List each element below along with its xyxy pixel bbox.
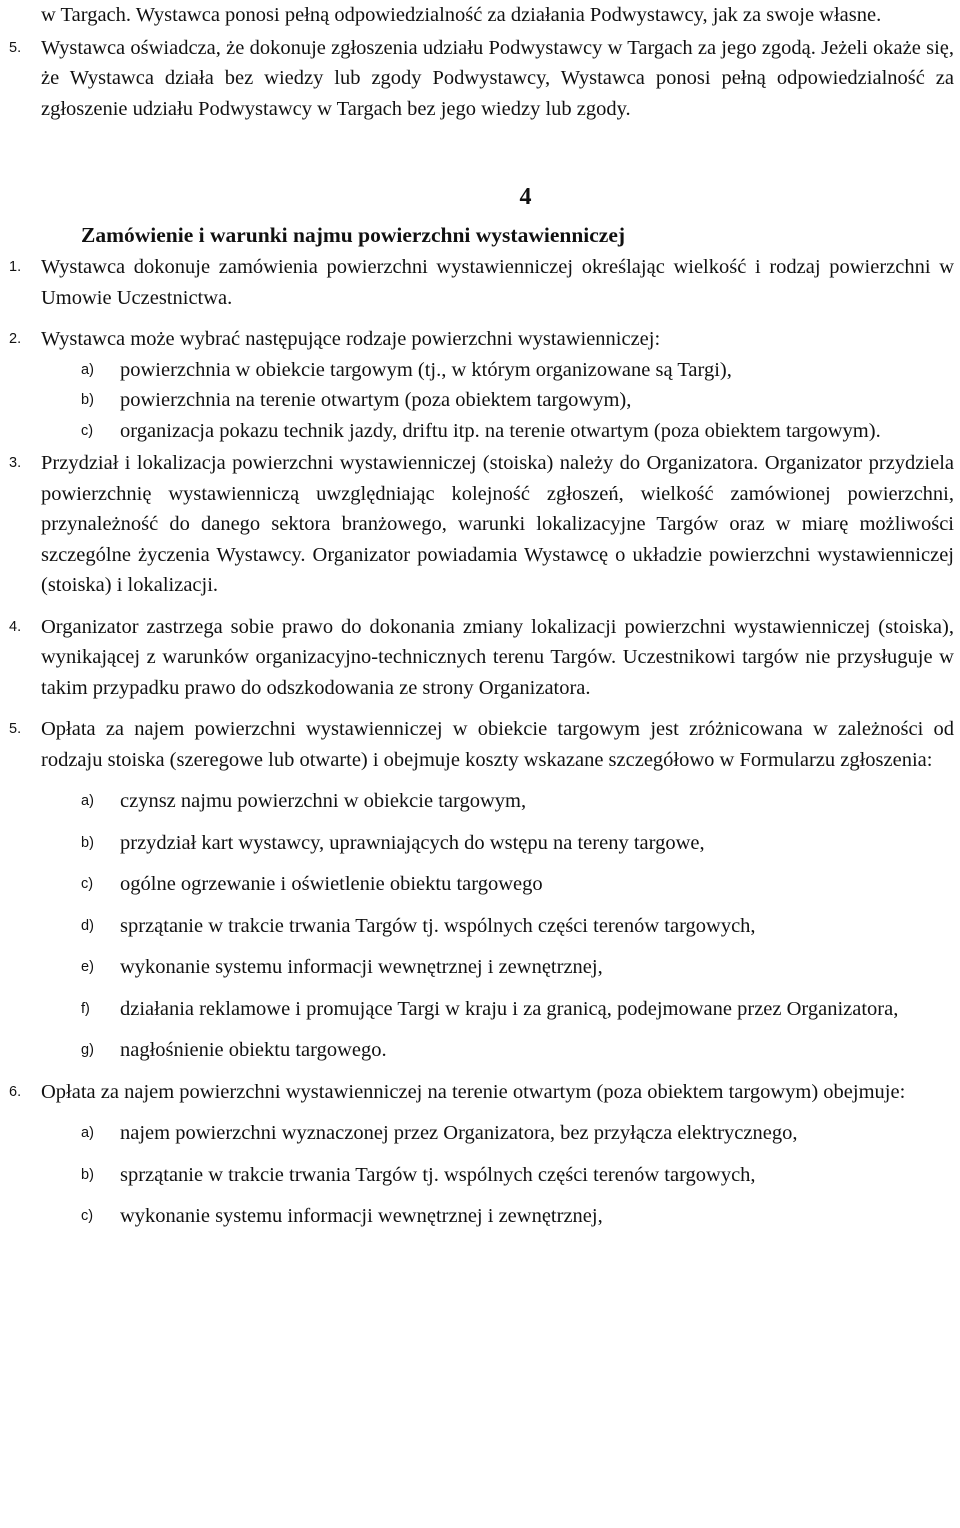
item-number: 3.	[9, 455, 22, 471]
sub-letter: c)	[81, 422, 94, 439]
sub-letter: b)	[81, 834, 94, 851]
sub-list-item: e) wykonanie systemu informacji wewnętrznej i zewnętrznej,	[41, 952, 954, 983]
sub-letter: a)	[81, 1125, 94, 1141]
sub-list	[41, 1118, 954, 1232]
item-number: 5.	[9, 721, 22, 737]
prev-section-item-5	[9, 33, 954, 125]
sub-letter: d)	[81, 917, 94, 934]
list-item	[9, 324, 954, 355]
list-item	[9, 252, 954, 313]
item-text: Przydział i lokalizacja powierzchni wystawienniczej (stoiska) należy do Organizatora. Organizator przydziela powierzchnię wystawienniczą uwzględniając kolejność zgłoszeń, wielkość zamówionej powierzchni, przynależność do danego sektora branżowego, warunki lokalizacyjne Targów oraz w miarę możliwości szczególne życzenia Wystawcy. Organizator powiadamia Wystawcę o układzie powierzchni wystawienniczej (stoiska) i lokalizacji.	[41, 452, 954, 596]
item-number: 4.	[9, 618, 22, 635]
item-text: Wystawca dokonuje zamówienia powierzchni wystawienniczej określając wielkość i rodzaj powierzchni w Umowie Uczestnictwa.	[41, 256, 954, 309]
sub-list-item: c) wykonanie systemu informacji wewnętrznej i zewnętrznej,	[41, 1201, 954, 1232]
sub-letter: e)	[81, 959, 94, 975]
item-text: Organizator zastrzega sobie prawo do dokonania zmiany lokalizacji powierzchni wystawienniczej (stoiska), wynikającej z warunków organizacyjno-technicznych terenu Targów. Uczestnikowi targów nie przysługuje w takim przypadku prawo do odszkodowania ze strony Organizatora.	[41, 615, 954, 699]
sub-list-item: a) czynsz najmu powierzchni w obiekcie targowym,	[41, 786, 954, 817]
section-title: Zamówienie i warunki najmu powierzchni wystawienniczej	[81, 223, 626, 247]
section-number: 4	[519, 184, 532, 210]
sub-list-item: d) sprzątanie w trakcie trwania Targów tj. wspólnych części terenów targowych,	[41, 911, 954, 942]
sub-letter: b)	[81, 1166, 94, 1183]
sub-list	[41, 355, 954, 447]
item-text: Opłata za najem powierzchni wystawienniczej na terenie otwartym (poza obiektem targowym) obejmuje:	[41, 1080, 906, 1103]
item-text: Wystawca oświadcza, że dokonuje zgłoszenia udziału Podwystawcy w Targach za jego zgodą. Jeżeli okaże się, że Wystawca działa bez wiedzy lub zgody Podwystawcy, Wystawca ponosi pełną odpowiedzialność za zgłoszenie udziału Podwystawcy w Targach bez jego wiedzy lub zgody.	[41, 36, 954, 120]
item-number: 5.	[9, 39, 22, 56]
item-number: 2.	[9, 331, 22, 347]
sub-list-item: g) nagłośnienie obiektu targowego.	[41, 1035, 954, 1066]
list-item	[9, 714, 954, 775]
sub-list-item: a) najem powierzchni wyznaczonej przez Organizatora, bez przyłącza elektrycznego,	[41, 1118, 954, 1149]
sub-list-item: c) ogólne ogrzewanie i oświetlenie obiektu targowego	[41, 869, 954, 900]
sub-letter: a)	[81, 793, 94, 809]
paragraph-continuation: w Targach. Wystawca ponosi pełną odpowiedzialność za działania Podwystawcy, jak za swoje własne.	[41, 4, 882, 26]
sub-list-item: f) działania reklamowe i promujące Targi w kraju i za granicą, podejmowane przez Organizatora,	[41, 994, 954, 1025]
sub-letter: a)	[81, 361, 94, 378]
sub-letter: c)	[81, 876, 94, 892]
sub-list-item: b) powierzchnia na terenie otwartym (poza obiektem targowym),	[41, 385, 954, 416]
sub-list-item: c) organizacja pokazu technik jazdy, driftu itp. na terenie otwartym (poza obiektem targowym).	[41, 416, 954, 447]
sub-letter: f)	[81, 1000, 90, 1017]
sub-list-item: b) sprzątanie w trakcie trwania Targów tj. wspólnych części terenów targowych,	[41, 1160, 954, 1191]
list-item	[9, 612, 954, 704]
sub-letter: c)	[81, 1208, 94, 1224]
list-item	[9, 1077, 954, 1108]
item-number: 6.	[9, 1083, 22, 1100]
sub-letter: g)	[81, 1042, 94, 1058]
item-number: 1.	[9, 259, 22, 275]
sub-list	[41, 786, 954, 1066]
sub-letter: b)	[81, 392, 94, 408]
sub-list-item: b) przydział kart wystawcy, uprawniających do wstępu na tereny targowe,	[41, 828, 954, 859]
sub-list-item: a) powierzchnia w obiekcie targowym (tj., w którym organizowane są Targi),	[41, 355, 954, 386]
item-text: Wystawca może wybrać następujące rodzaje powierzchni wystawienniczej:	[41, 328, 661, 350]
item-text: Opłata za najem powierzchni wystawienniczej w obiekcie targowym jest zróżnicowana w zależności od rodzaju stoiska (szeregowe lub otwarte) i obejmuje koszty wskazane szczegółowo w Formularzu zgłoszenia:	[41, 718, 954, 771]
list-item	[9, 448, 954, 601]
